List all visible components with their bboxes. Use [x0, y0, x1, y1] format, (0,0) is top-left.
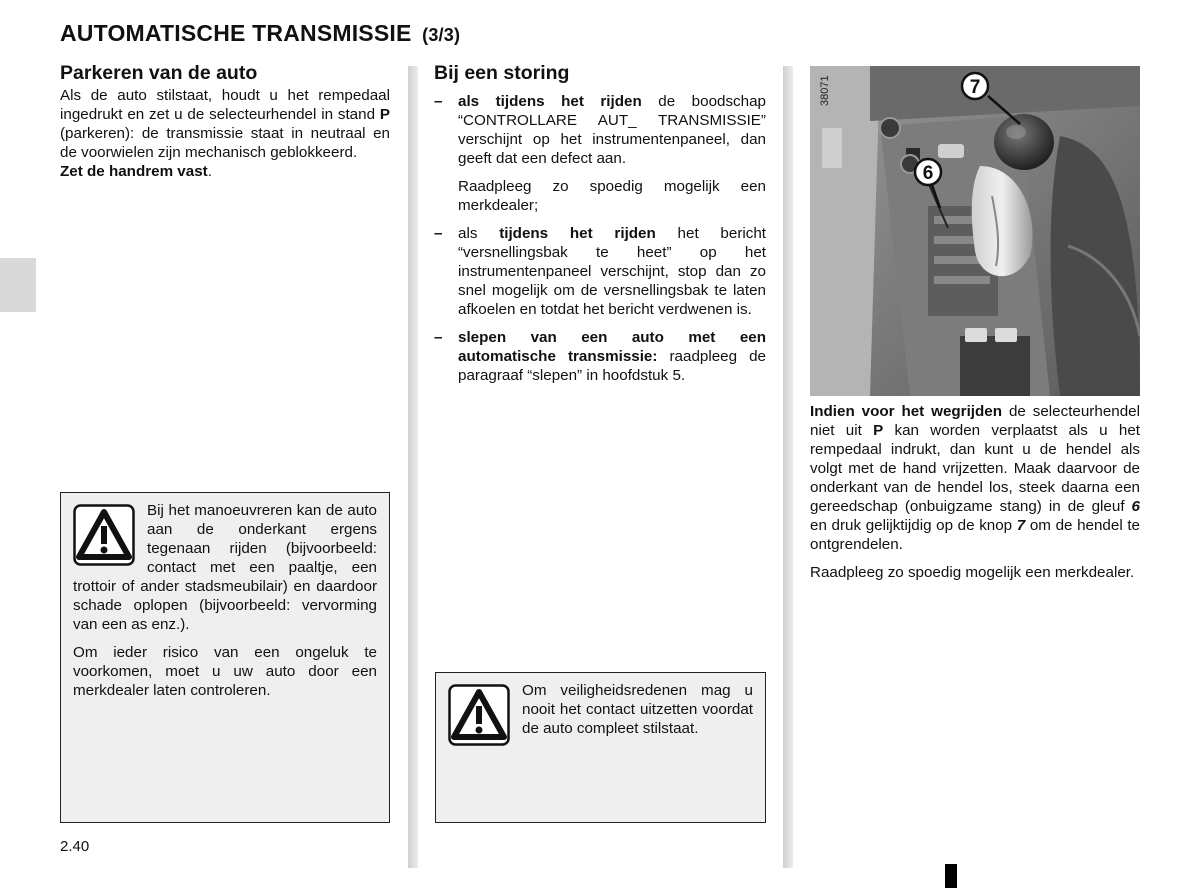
warning-triangle-icon	[73, 504, 135, 566]
bullet-text	[458, 328, 766, 385]
column-divider-1	[408, 66, 418, 868]
bullet-item	[434, 92, 766, 168]
bullet3-text: raadpleeg de paragraaf “slepen” in hoofdstuk 5.	[458, 348, 766, 384]
warning1-text-2: Om ieder risico van een ongeluk te voorkomen, moet u uw auto door een merkdealer laten controleren.	[73, 644, 377, 699]
manual-release-section	[810, 402, 1140, 582]
page-title-suffix: (3/3)	[422, 25, 461, 45]
callout-7-label: 7	[969, 77, 981, 98]
warning-triangle-icon	[448, 684, 510, 746]
parking-heading: Parkeren van de auto	[60, 62, 258, 84]
manual-release-text-c: en druk gelijktijdig op de knop	[810, 517, 1017, 534]
warning-box-manoeuvre	[60, 492, 390, 823]
manual-release-text-d: om de hendel te ontgrendelen.	[810, 517, 1140, 553]
warning2-text: Om veiligheidsredenen mag u nooit het contact uitzetten voordat de auto compleet stilstaat.	[522, 682, 753, 737]
bullet-dash: –	[434, 329, 443, 346]
manual-release-text-b: kan worden verplaatst als u het rempedaal indrukt, dan kunt u de hendel als volgt met de hand vrijzetten. Maak daarvoor de onderkant van de hendel los, steek daarna een gereedschap (onbuigzame stang) in de gleuf	[810, 422, 1141, 515]
bullet-item	[434, 328, 766, 385]
parking-section	[60, 62, 390, 181]
handbrake-bold: Zet de handrem vast	[60, 163, 208, 180]
parking-text-1: Als de auto stilstaat, houdt u het rempedaal ingedrukt en zet u de selecteurhendel in stand	[60, 87, 390, 123]
manual-release-p-mark: P	[873, 422, 884, 439]
bullet-text	[458, 224, 766, 319]
parking-paragraph	[60, 86, 390, 162]
page-title	[60, 20, 460, 47]
bullet1-bold: als tijdens het rijden	[458, 93, 642, 110]
manual-release-paragraph	[810, 402, 1140, 554]
gear-selector-photo	[810, 66, 1140, 396]
chapter-tab-marker	[0, 258, 36, 312]
malfunction-heading: Bij een storing	[434, 62, 570, 84]
bullet-dash: –	[434, 225, 443, 242]
manual-release-ref-6: 6	[1131, 498, 1140, 515]
page-title-text: AUTOMATISCHE TRANSMISSIE	[60, 20, 412, 46]
manual-release-advice: Raadpleeg zo spoedig mogelijk een merkdealer.	[810, 564, 1135, 581]
column-divider-2	[783, 66, 793, 868]
handbrake-end: .	[207, 163, 212, 180]
gear-selector-illustration	[810, 66, 1140, 396]
malfunction-section	[434, 62, 766, 394]
bullet-text	[458, 92, 766, 168]
bullet3-bold: slepen van een auto met een automatische transmissie:	[458, 329, 766, 365]
bullet-dash: –	[434, 93, 443, 110]
page-edge-marker	[945, 864, 957, 888]
bullet2-text-1: als	[458, 225, 500, 242]
warning1-text-1: Bij het manoeuvreren kan de auto aan de onderkant ergens tegenaan rijden (bijvoorbeeld: contact met een paaltje, een trottoir of ander stadsmeubilair) en daardoor schade oplopen (bijvoorbeeld: vervorming van een as enz.).	[73, 502, 377, 633]
figure-code: 38071	[819, 75, 831, 106]
warning-box-ignition	[435, 672, 766, 823]
manual-release-ref-7: 7	[1016, 517, 1026, 534]
bullet-item	[434, 224, 766, 319]
bullet2-bold: tijdens het rijden	[499, 225, 656, 242]
bullet1-text: de boodschap “CONTROLLARE AUT_ TRANSMISSIE” verschijnt op het instrumentenpaneel, dan geeft dat een defect aan.	[458, 93, 766, 167]
callout-6-label: 6	[922, 163, 934, 184]
manual-release-text-a: de selecteurhendel niet uit	[810, 403, 1140, 439]
page-number: 2.40	[60, 838, 90, 855]
manual-release-bold: Indien voor het wegrijden	[810, 403, 1003, 420]
handbrake-note	[60, 162, 390, 181]
parking-p-mark: P	[379, 106, 390, 123]
parking-text-2: (parkeren): de transmissie staat in neutraal en de voorwielen zijn mechanisch geblokkeerd.	[60, 125, 390, 161]
bullet1-followup: Raadpleeg zo spoedig mogelijk een merkdealer;	[458, 178, 766, 214]
bullet2-text-2: het bericht “versnellingsbak te heet” op het instrumentenpaneel verschijnt, stop dan zo snel mogelijk om de versnellingsbak te laten afkoelen en totdat het bericht verdwenen is.	[458, 225, 767, 318]
